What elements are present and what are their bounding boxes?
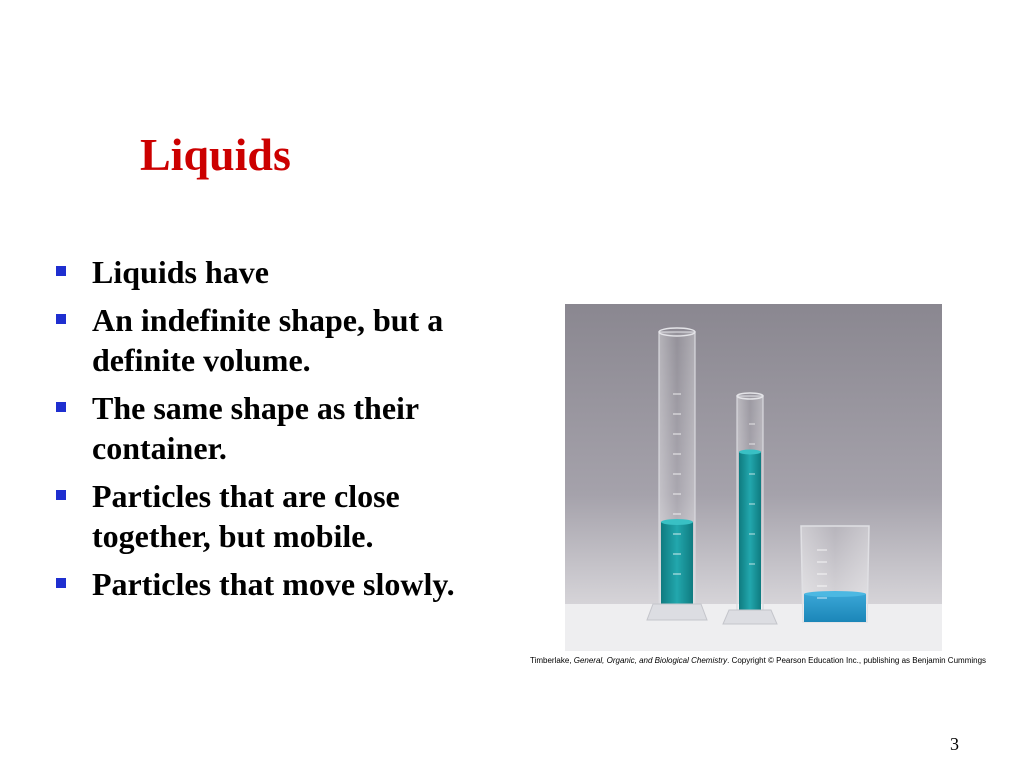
bullet-text: Particles that are close together, but mobile. [92, 478, 400, 554]
square-bullet-icon [56, 314, 66, 324]
graduated-cylinders-photo [565, 304, 942, 651]
bullet-text: Particles that move slowly. [92, 566, 455, 602]
page-number: 3 [950, 734, 959, 754]
caption-author: Timberlake, [530, 656, 574, 665]
slide-title: Liquids [140, 129, 291, 180]
bullet-item [52, 564, 522, 604]
bullet-list [52, 252, 522, 612]
bullet-text: Liquids have [92, 254, 269, 290]
beaker-icon [801, 526, 869, 622]
square-bullet-icon [56, 266, 66, 276]
caption-book-title: General, Organic, and Biological Chemistry [573, 656, 728, 665]
image-caption [530, 656, 990, 665]
caption-copyright: . Copyright © Pearson Education Inc., publishing as Benjamin Cummings [727, 656, 987, 665]
bullet-item [52, 300, 522, 380]
bullet-item [52, 388, 522, 468]
bullet-item [52, 476, 522, 556]
bullet-text: An indefinite shape, but a definite volume. [92, 302, 444, 378]
bullet-text: The same shape as their container. [92, 390, 419, 466]
square-bullet-icon [56, 490, 66, 500]
square-bullet-icon [56, 578, 66, 588]
square-bullet-icon [56, 402, 66, 412]
bullet-item [52, 252, 522, 292]
